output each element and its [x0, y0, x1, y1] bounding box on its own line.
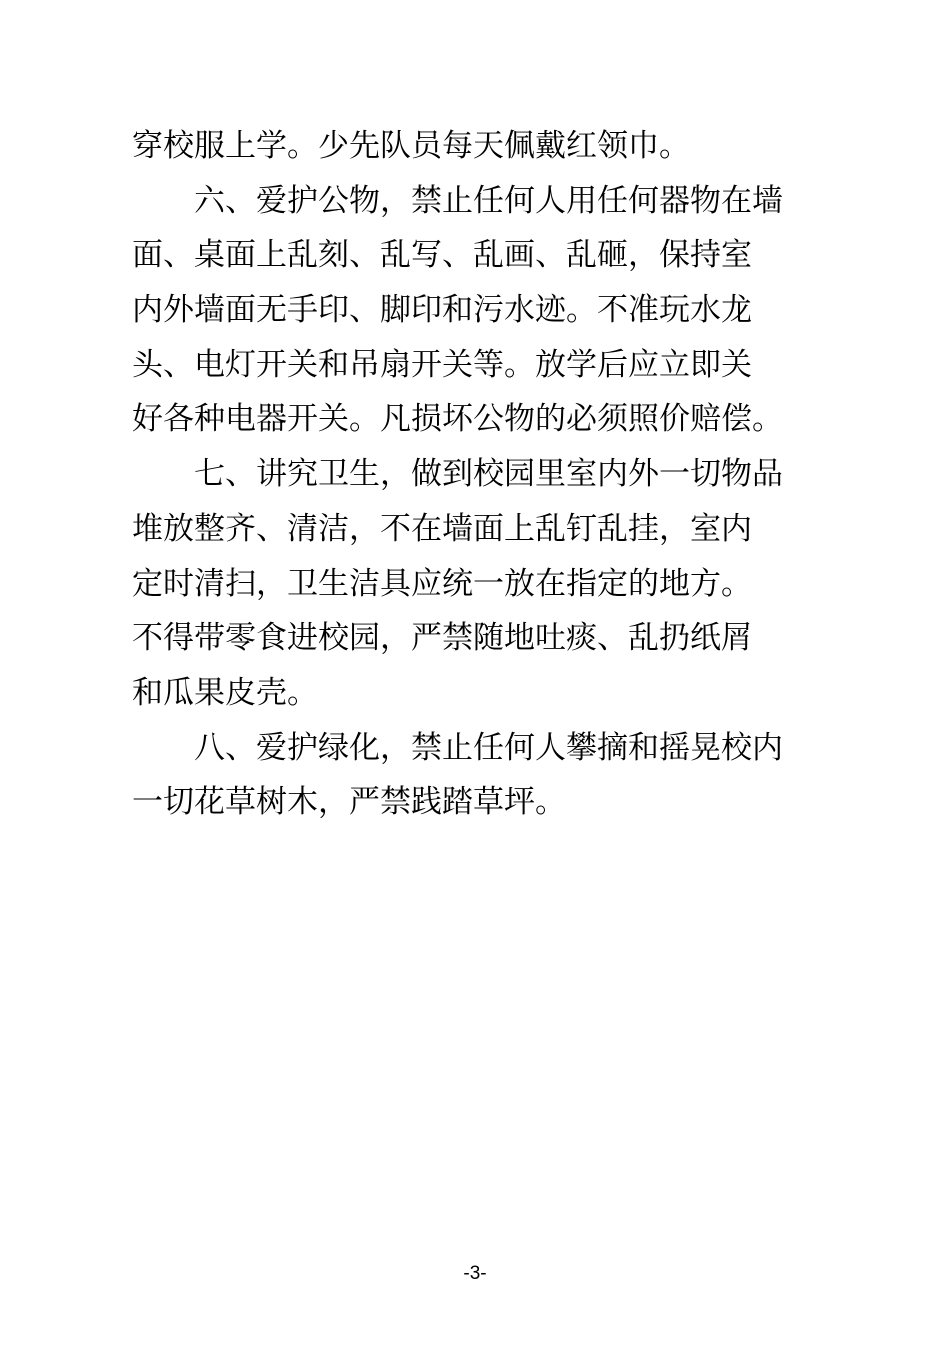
page-number: -3-	[463, 1263, 487, 1284]
text-line: 和瓜果皮壳。	[132, 674, 318, 711]
rule-eight-heading-line: 八、爱护绿化，禁止任何人攀摘和摇晃校内	[194, 729, 783, 766]
text-line: 穿校服上学。少先队员每天佩戴红领巾。	[132, 128, 690, 164]
text-line: 好各种电器开关。凡损坏公物的必须照价赔偿。	[132, 401, 783, 438]
text-line: 堆放整齐、清洁，不在墙面上乱钉乱挂，室内	[132, 510, 752, 547]
text-line: 一切花草树木，严禁践踏草坪。	[132, 784, 566, 821]
rule-six-heading-line: 六、爱护公物，禁止任何人用任何器物在墙	[194, 182, 783, 219]
text-line: 内外墙面无手印、脚印和污水迹。不准玩水龙	[132, 292, 752, 329]
text-line: 头、电灯开关和吊扇开关等。放学后应立即关	[132, 346, 752, 383]
document-body	[132, 119, 832, 830]
text-line: 面、桌面上乱刻、乱写、乱画、乱砸，保持室	[132, 237, 752, 274]
text-line: 定时清扫，卫生洁具应统一放在指定的地方。	[132, 565, 752, 602]
text-line: 不得带零食进校园，严禁随地吐痰、乱扔纸屑	[132, 620, 752, 657]
rule-seven-heading-line: 七、讲究卫生，做到校园里室内外一切物品	[194, 456, 783, 493]
